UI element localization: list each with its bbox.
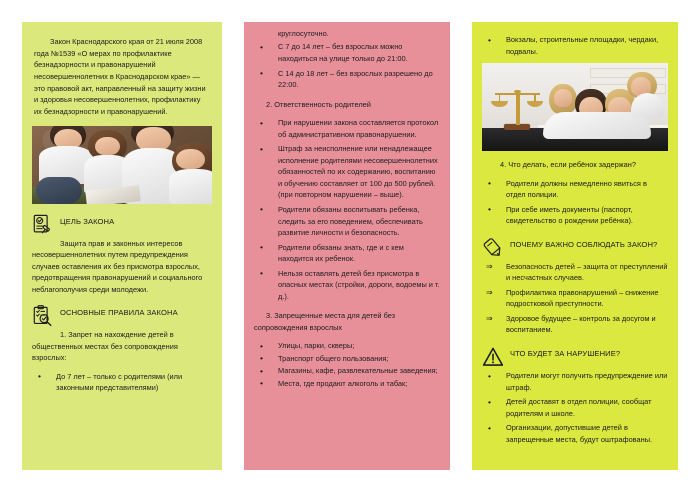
photo-person-face	[554, 89, 573, 107]
continued-line: круглосуточно.	[278, 29, 329, 38]
list-item: • Детей доставят в отдел полиции, сообщат родителям и школе.	[482, 396, 668, 419]
section-why-list	[482, 261, 668, 336]
list-item: • Организации, допустившие детей в запрещенные места, будут оштрафованы.	[482, 422, 668, 445]
photo-shelf	[590, 68, 666, 78]
section-goal-body: Защита прав и законных интересов несовершеннолетних путем предупреждения случаев оставления их без присмотра взрослых, предотвращения правонарушений и социального неблагополучия среди молодежи.	[32, 238, 203, 294]
document-check-gavel-icon	[32, 214, 54, 236]
photo-person-shirt	[169, 169, 212, 203]
rule-1-text: 1. Запрет на нахождение детей в общественных местах без сопровождения взрослых:	[32, 330, 178, 363]
list-item: • Родители могут получить предупреждение или штраф.	[482, 370, 668, 393]
section-3-list	[254, 340, 440, 389]
section-rules-heading	[32, 305, 212, 327]
section-penalty-list	[482, 370, 668, 445]
list-item: • С 7 до 14 лет – без взрослых можно находиться на улице только до 21:00.	[254, 41, 440, 64]
photo-person-jeans	[36, 177, 83, 204]
scales-beam	[495, 93, 540, 95]
intro-paragraph: Закон Краснодарского края от 21 июля 2008 года №1539 «О мерах по профилактике безнадзорности и правонарушений несовершеннолетних в Краснодарском крае» — это правовой акт, направленный на защиту жизни и здоровья несовершеннолетних, профилактику их безнадзорности и правонарушений.	[34, 37, 206, 117]
list-item: • Родители обязаны знать, где и с кем находится их ребенок.	[254, 242, 440, 265]
list-item: ⇒ Профилактика правонарушений – снижение подростковой преступности.	[482, 287, 668, 310]
list-item: • С 14 до 18 лет – без взрослых разрешено до 22:00.	[254, 68, 440, 91]
panel-left	[22, 22, 222, 470]
list-item: • Штраф за неисполнение или ненадлежащее исполнение родителями несовершеннолетних обязанностей по их содержанию, воспитанию и обучению составляет от 100 до 500 рублей. (при повторном нарушении – выше).	[254, 143, 440, 201]
photo-person-face	[176, 149, 205, 169]
scales-column	[516, 93, 520, 125]
list-item: ⇒ Безопасность детей – защита от преступлений и несчастных случаев.	[482, 261, 668, 284]
panel-middle	[244, 22, 450, 470]
section-2-heading: 2. Ответственность родителей	[266, 99, 371, 109]
list-item: • Места, где продают алкоголь и табак;	[254, 378, 440, 390]
section-goal-heading	[32, 214, 212, 236]
list-item: • При себе иметь документы (паспорт, свидетельство о рождении ребёнка).	[482, 204, 668, 227]
scales-chain-right	[534, 94, 535, 102]
panel-right	[472, 22, 678, 470]
section-3-heading: 3. Запрещенные места для детей без сопровождения взрослых	[254, 311, 396, 332]
scales-base	[504, 124, 530, 130]
list-item: • Транспорт общего пользования;	[254, 353, 440, 365]
right-top-list	[482, 34, 668, 57]
list-item: • Магазины, кафе, развлекательные заведения;	[254, 365, 440, 377]
list-item: • До 7 лет – только с родителями (или законными представителями)	[32, 371, 212, 394]
list-item: • При нарушении закона составляется протокол об административном правонарушении.	[254, 117, 440, 140]
section-why-title: ПОЧЕМУ ВАЖНО СОБЛЮДАТЬ ЗАКОН?	[510, 239, 658, 249]
list-item: • Улицы, парки, скверы;	[254, 340, 440, 352]
list-item: • Нельзя оставлять детей без присмотра в опасных местах (стройки, дороги, водоемы и т. д.).	[254, 268, 440, 303]
list-item: • Вокзалы, строительные площадки, чердаки, подвалы.	[482, 34, 668, 57]
clipboard-checklist-magnifier-icon	[32, 305, 54, 327]
section-goal-title: ЦЕЛЬ ЗАКОНА	[60, 216, 115, 226]
photo-justice-family	[482, 63, 668, 151]
scales-chain-left	[499, 94, 500, 102]
section-penalty-heading	[482, 346, 668, 368]
scales-finial	[514, 90, 520, 93]
section-penalty-title: ЧТО БУДЕТ ЗА НАРУШЕНИЕ?	[510, 349, 621, 359]
warning-triangle-icon	[482, 346, 504, 368]
left-rule-bullets	[32, 371, 212, 394]
photo-person-face	[95, 137, 120, 156]
pen-icon	[482, 237, 504, 259]
time-rules-list	[254, 41, 440, 90]
section-4-heading: 4. Что делать, если ребёнок задержан?	[500, 160, 636, 170]
section-rules-title: ОСНОВНЫЕ ПРАВИЛА ЗАКОНА	[60, 308, 178, 318]
section-why-heading	[482, 237, 668, 259]
photo-family-outdoor	[32, 126, 212, 204]
section-4-list	[482, 178, 668, 227]
section-2-list	[254, 117, 440, 302]
list-item: • Родители обязаны воспитывать ребенка, следить за его поведением, обеспечивать развитие личности и безопасность.	[254, 204, 440, 239]
list-item: • Родители должны немедленно явиться в отдел полиции.	[482, 178, 668, 201]
list-item: ⇒ Здоровое будущее – контроль за досугом и воспитанием.	[482, 313, 668, 336]
